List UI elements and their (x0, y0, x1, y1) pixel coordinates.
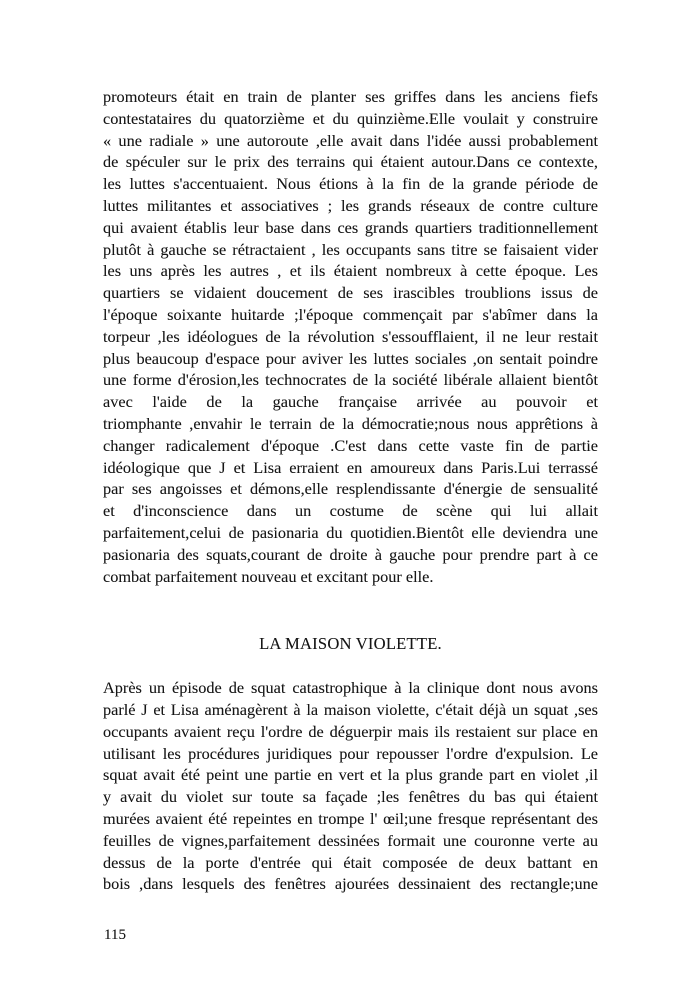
text-line: les luttes s'accentuaient. Nous étions à la fin de la grande période de (103, 174, 598, 194)
text-line: torpeur ,les idéologues de la révolution s'essoufflaient, il ne leur restait (103, 326, 598, 346)
text-line: murées avaient été repeintes en trompe l' œil;une fresque représentant des (103, 808, 598, 828)
text-line: plus beaucoup d'espace pour aviver les luttes sociales ,on sentait poindre (103, 348, 598, 368)
text-line: quartiers se vidaient doucement de ses irascibles troublions issus de (103, 283, 598, 303)
text-line: de spéculer sur le prix des terrains qui étaient autour.Dans ce contexte, (103, 152, 598, 172)
text-line: y avait du violet sur toute sa façade ;les fenêtres du bas qui étaient (103, 787, 598, 807)
text-line: dessus de la porte d'entrée qui était composée de deux battant en (103, 852, 598, 872)
text-line: bois ,dans lesquels des fenêtres ajourées dessinaient des rectangle;une (103, 874, 598, 894)
page-number: 115 (104, 927, 126, 943)
text-line: l'époque soixante huitarde ;l'époque commençait par s'abîmer dans la (103, 304, 598, 324)
text-line: utilisant les procédures juridiques pour repousser l'ordre d'expulsion. Le (103, 743, 598, 763)
text-line: qui avaient établis leur base dans ces grands quartiers traditionnellement (103, 217, 598, 237)
text-line: plutôt à gauche se rétractaient , les occupants sans titre se faisaient vider (103, 239, 598, 259)
text-line: luttes militantes et associatives ; les grands réseaux de contre culture (103, 195, 598, 215)
paragraph-2 (103, 677, 598, 895)
text-line: occupants avaient reçu l'ordre de déguerpir mais ils restaient sur place en (103, 721, 598, 741)
text-line: pasionaria des squats,courant de droite à gauche pour prendre part à ce (103, 544, 598, 564)
text-line: parfaitement,celui de pasionaria du quotidien.Bientôt elle deviendra une (103, 522, 598, 542)
text-line: idéologique que J et Lisa erraient en amoureux dans Paris.Lui terrassé (103, 457, 598, 477)
text-line: avec l'aide de la gauche française arrivée au pouvoir et (103, 392, 598, 412)
paragraph-1 (103, 86, 598, 587)
text-line: combat parfaitement nouveau et excitant pour elle. (103, 566, 434, 586)
section-heading: LA MAISON VIOLETTE. (259, 634, 442, 654)
text-line: triomphante ,envahir le terrain de la démocratie;nous nous apprêtions à (103, 413, 598, 433)
text-line: une forme d'érosion,les technocrates de la société libérale allaient bientôt (103, 370, 598, 390)
text-line: parlé J et Lisa aménagèrent à la maison violette, c'était déjà un squat ,ses (103, 699, 598, 719)
text-line: et d'inconscience dans un costume de scène qui lui allait (103, 501, 598, 521)
text-line: feuilles de vignes,parfaitement dessinées formait une couronne verte au (103, 830, 598, 850)
text-line: promoteurs était en train de planter ses griffes dans les anciens fiefs (103, 87, 598, 106)
page-text-block (103, 86, 598, 895)
text-line: par ses angoisses et démons,elle resplendissante d'énergie de sensualité (103, 479, 598, 499)
text-line: « une radiale » une autoroute ,elle avait dans l'idée aussi probablement (103, 130, 598, 150)
text-line: Après un épisode de squat catastrophique à la clinique dont nous avons (103, 678, 598, 698)
text-line: contestataires du quatorzième et du quinzième.Elle voulait y construire (103, 108, 598, 128)
text-line: les uns après les autres , et ils étaient nombreux à cette époque. Les (103, 261, 598, 281)
text-line: squat avait été peint une partie en vert et la plus grande part en violet ,il (103, 765, 598, 785)
text-line: changer radicalement d'époque .C'est dans cette vaste fin de partie (103, 435, 598, 455)
